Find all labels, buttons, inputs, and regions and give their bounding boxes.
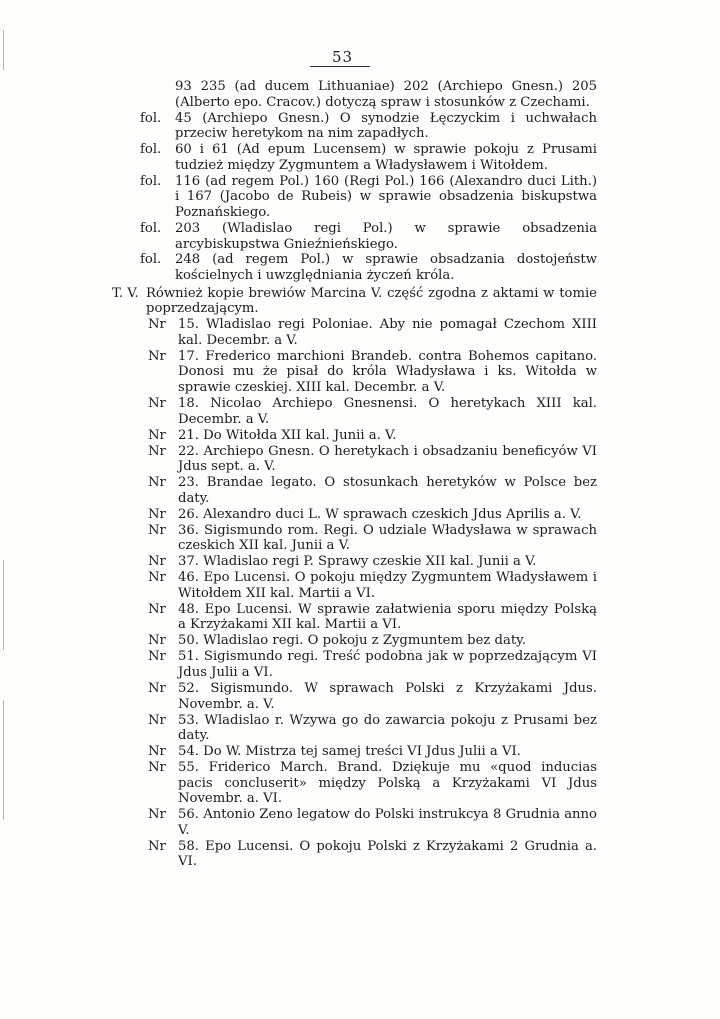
nr-entry-text: 54. Do W. Mistrza tej samej treści VI Jdus Julii a VI.: [178, 744, 521, 760]
fol-entry: [0, 252, 720, 283]
nr-entry-label: Nr: [148, 807, 166, 823]
nr-entry-text: 15. Wladislao regi Poloniae. Aby nie pomagał Czechom XIII kal. Decembr. a V.: [178, 317, 597, 348]
nr-entry-text: 50. Wladislao regi. O pokoju z Zygmuntem bez daty.: [178, 633, 527, 649]
nr-entry-label: Nr: [148, 522, 166, 538]
fol-entry-label: fol.: [140, 252, 162, 268]
nr-entry: [0, 317, 720, 348]
nr-entry-label: Nr: [148, 396, 166, 411]
nr-entry-text: 36. Sigismundo rom. Regi. O udziale Władysława w sprawach czeskich XII kal. Junii a V.: [178, 522, 597, 554]
nr-entry-label: Nr: [148, 744, 166, 760]
fol-entry: [0, 142, 720, 173]
nr-entry-label: Nr: [148, 838, 166, 854]
fol-entry: [0, 174, 720, 221]
scan-edge-mark-top: [3, 30, 4, 70]
nr-entry: [0, 396, 720, 427]
nr-entry: [0, 839, 720, 870]
nr-entry-label: Nr: [148, 712, 166, 728]
fol-entry: [0, 111, 720, 142]
nr-entry-text: 22. Archiepo Gnesn. O heretykach i obsadzaniu beneficyów VI Jdus sept. a. V.: [178, 443, 597, 475]
nr-entry: [0, 349, 720, 396]
nr-entry: [0, 807, 720, 838]
fol-entry-text: 45 (Archiepo Gnesn.) O synodzie Łęczyckim i uchwałach przeciw heretykom na nim zapadłych.: [175, 110, 597, 142]
nr-entry-text: 52. Sigismundo. W sprawach Polski z Krzyżakami Jdus. Novembr. a. V.: [178, 680, 597, 712]
nr-entry-text: 51. Sigismundo regi. Treść podobna jak w poprzedzającym VI Jdus Julii a VI.: [178, 649, 597, 680]
nr-entry: [0, 475, 720, 506]
nr-entry: [0, 523, 720, 554]
nr-entry-text: 26. Alexandro duci L. W sprawach czeskich Jdus Aprilis a. V.: [178, 506, 582, 522]
nr-entry: [0, 507, 720, 523]
nr-entry-text: 48. Epo Lucensi. W sprawie załatwienia sporu między Polską a Krzyżakami XII kal. Martii a VI.: [178, 601, 597, 633]
nr-entry-text: 17. Frederico marchioni Brandeb. contra Bohemos capitano. Donosi mu że pisał do króla Władysława i ks. Witołda w sprawie czeskiej. XIII kal. Decembr. a V.: [178, 348, 597, 396]
page-number: 53: [332, 48, 354, 66]
section-text: Również kopie brewiów Marcina V. część zgodna z aktami w tomie poprzedzającym.: [146, 285, 597, 317]
fol-entry-list: [0, 79, 720, 284]
nr-entry: [0, 744, 720, 760]
nr-entry-text: 18. Nicolao Archiepo Gnesnensi. O heretykach XIII kal. Decembr. a V.: [178, 396, 597, 427]
nr-entry: [0, 713, 720, 744]
nr-entry-label: Nr: [148, 633, 166, 649]
nr-entry-label: Nr: [148, 649, 166, 665]
nr-entry-label: Nr: [148, 506, 166, 522]
section-label: T. V.: [112, 285, 139, 301]
nr-entry-text: 55. Friderico March. Brand. Dziękuje mu «quod inducias pacis concluserit» między Polską a Krzyżakami VI Jdus Novembr. a. VI.: [178, 760, 597, 807]
nr-entry-text: 21. Do Witołda XII kal. Junii a. V.: [178, 427, 397, 443]
section-header: [0, 286, 720, 317]
nr-entry-text: 58. Epo Lucensi. O pokoju Polski z Krzyżakami 2 Grudnia a. VI.: [178, 838, 597, 870]
nr-entry-label: Nr: [148, 475, 166, 491]
nr-entry: [0, 444, 720, 475]
fol-entry-text: 248 (ad regem Pol.) w sprawie obsadzania dostojeństw kościelnych i uwzględniania życzeń króla.: [175, 252, 597, 284]
page-number-rule: [310, 66, 370, 67]
nr-entry: [0, 602, 720, 633]
nr-entry-label: Nr: [148, 570, 166, 586]
nr-entry-label: Nr: [148, 443, 166, 459]
nr-entry-text: 23. Brandae legato. O stosunkach heretyków w Polsce bez daty.: [178, 475, 597, 506]
nr-entry: [0, 428, 720, 444]
nr-entry-label: Nr: [148, 760, 166, 776]
nr-entry-label: Nr: [148, 317, 166, 333]
fol-entry: [0, 221, 720, 252]
fol-entry: [0, 79, 720, 110]
page-body: [0, 79, 720, 870]
fol-entry-label: fol.: [140, 220, 162, 236]
fol-entry-text: 203 (Wladislao regi Pol.) w sprawie obsadzenia arcybiskupstwa Gnieźnieńskiego.: [175, 220, 597, 252]
nr-entry-label: Nr: [148, 348, 166, 364]
fol-entry-label: fol.: [140, 173, 162, 189]
nr-entry-label: Nr: [148, 680, 166, 696]
nr-entry-text: 53. Wladislao r. Wzywa go do zawarcia pokoju z Prusami bez daty.: [178, 712, 597, 744]
nr-entry-label: Nr: [148, 601, 166, 617]
nr-entry-text: 37. Wladislao regi P. Sprawy czeskie XII kal. Junii a V.: [178, 554, 537, 570]
nr-entry-list: [0, 317, 720, 870]
nr-entry: [0, 570, 720, 601]
nr-entry-label: Nr: [148, 427, 166, 443]
nr-entry: [0, 633, 720, 649]
nr-entry-text: 46. Epo Lucensi. O pokoju między Zygmuntem Władysławem i Witołdem XII kal. Martii a VI.: [178, 570, 597, 601]
nr-entry: [0, 649, 720, 680]
fol-entry-text: 60 i 61 (Ad epum Lucensem) w sprawie pokoju z Prusami tudzież między Zygmuntem a Władysławem i Witołdem.: [175, 142, 597, 173]
nr-entry-text: 56. Antonio Zeno legatow do Polski instrukcya 8 Grudnia anno V.: [178, 807, 597, 838]
fol-entry-label: fol.: [140, 142, 162, 158]
fol-entry-text: 116 (ad regem Pol.) 160 (Regi Pol.) 166 (Alexandro duci Lith.) i 167 (Jacobo de Rubeis) w sprawie obsadzenia biskupstwa Poznańskiego.: [175, 173, 597, 220]
fol-entry-label: fol.: [140, 110, 162, 126]
nr-entry-label: Nr: [148, 554, 166, 570]
nr-entry: [0, 554, 720, 570]
fol-entry-text: 93 235 (ad ducem Lithuaniae) 202 (Archiepo Gnesn.) 205 (Alberto epo. Cracov.) dotyczą spraw i stosunków z Czechami.: [175, 79, 597, 110]
nr-entry: [0, 760, 720, 807]
nr-entry: [0, 681, 720, 712]
